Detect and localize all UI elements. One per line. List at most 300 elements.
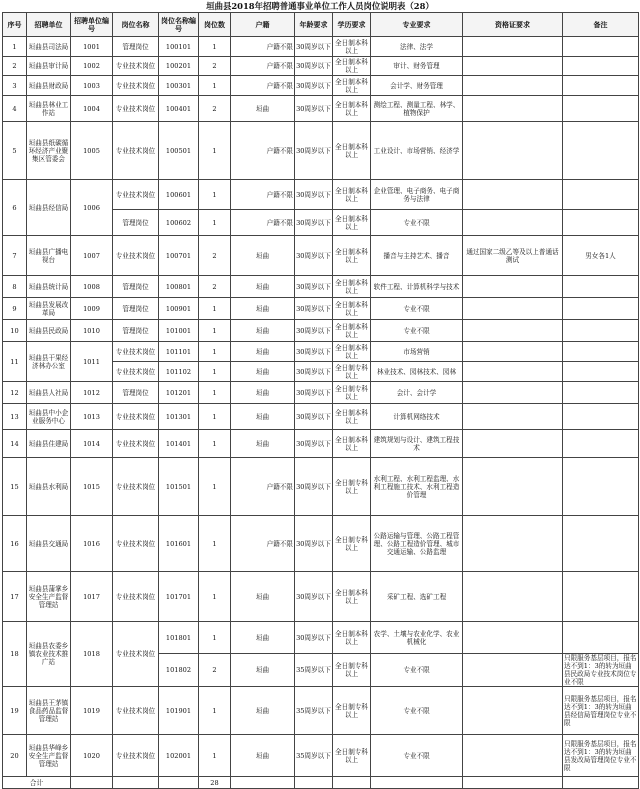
- cell-huji: 垣曲: [231, 430, 295, 458]
- cell-major: 会计学、财务管理: [371, 76, 463, 96]
- cell-count: 1: [199, 382, 231, 404]
- cell-note: 只限服务基层项目，报名达不到1：3的转为垣曲县民政局专业技术岗位专业不限: [564, 654, 637, 686]
- cell-huji: 户籍不限: [231, 57, 295, 76]
- table-row: [3, 298, 639, 320]
- cell-age: 30周岁以下: [295, 430, 333, 458]
- cell-age: 30周岁以下: [295, 320, 333, 342]
- cell-no: 3: [3, 76, 27, 96]
- cell-note: [563, 516, 639, 572]
- cell-no: 13: [3, 404, 27, 430]
- cell-age: 30周岁以下: [295, 362, 333, 382]
- cell-post-code: 100701: [159, 236, 199, 276]
- cell-cert: [463, 622, 563, 654]
- cell-cert: [463, 362, 563, 382]
- cell-no: 10: [3, 320, 27, 342]
- cell-huji: 垣曲: [231, 342, 295, 362]
- table-row: [3, 382, 639, 404]
- cell-count: 1: [199, 320, 231, 342]
- cell-major: 软件工程、计算机科学与技术: [371, 276, 463, 298]
- cell-post-code: 100901: [159, 298, 199, 320]
- cell-huji: 户籍不限: [231, 516, 295, 572]
- cell-post: 管理岗位: [113, 382, 159, 404]
- table-row: [3, 458, 639, 516]
- cell-unit-code: 1010: [71, 320, 113, 342]
- cell-major: 公路运输与管理、公路工程管理、公路工程造价管理、城市交通运输、公路监理: [371, 516, 463, 572]
- cell-unit-code: 1007: [71, 236, 113, 276]
- cell-major: 专业不限: [371, 320, 463, 342]
- cell-count: 1: [199, 362, 231, 382]
- cell-age: 35周岁以下: [295, 687, 333, 735]
- cell-edu: 全日制本科以上: [333, 298, 371, 320]
- cell-no: 9: [3, 298, 27, 320]
- cell-edu: 全日制本科以上: [333, 180, 371, 210]
- cell-count: 1: [199, 122, 231, 180]
- cell-post-code: 101001: [159, 320, 199, 342]
- cell-empty: [231, 777, 295, 789]
- cell-major: 林业技术、园林技术、园林: [371, 362, 463, 382]
- cell-edu: 全日制专科以上: [333, 382, 371, 404]
- cell-age: 30周岁以下: [295, 572, 333, 622]
- cell-note: [563, 210, 639, 236]
- table-row: [3, 76, 639, 96]
- cell-unit-code: 1005: [71, 122, 113, 180]
- table-row: [3, 735, 639, 777]
- cell-post: 专业技术岗位: [113, 458, 159, 516]
- total-row: [3, 777, 639, 789]
- cell-unit: 垣曲县蒲掌乡安全生产监督管理站: [27, 572, 71, 622]
- cell-edu: 全日制专科以上: [333, 362, 371, 382]
- cell-empty: [563, 777, 639, 789]
- cell-age: 30周岁以下: [295, 122, 333, 180]
- cell-no: 12: [3, 382, 27, 404]
- cell-age: 30周岁以下: [295, 57, 333, 76]
- cell-age: 30周岁以下: [295, 276, 333, 298]
- cell-age: 30周岁以下: [295, 76, 333, 96]
- cell-count: 1: [199, 516, 231, 572]
- cell-no: 17: [3, 572, 27, 622]
- cell-no: 19: [3, 687, 27, 735]
- cell-post: 专业技术岗位: [113, 236, 159, 276]
- cell-post-code: 100401: [159, 96, 199, 122]
- table-row: [3, 236, 639, 276]
- header-cell: 岗位名称: [113, 13, 159, 37]
- cell-empty: [371, 777, 463, 789]
- cell-huji: 户籍不限: [231, 210, 295, 236]
- cell-post-code: 101501: [159, 458, 199, 516]
- cell-post-code: 100801: [159, 276, 199, 298]
- cell-count: 1: [199, 458, 231, 516]
- cell-cert: [463, 687, 563, 735]
- cell-huji: 垣曲: [231, 572, 295, 622]
- cell-cert: [463, 122, 563, 180]
- cell-note: [563, 458, 639, 516]
- header-cell: 岗位数: [199, 13, 231, 37]
- cell-cert: [463, 382, 563, 404]
- total-count: 28: [199, 777, 231, 789]
- cell-edu: 全日制本科以上: [333, 342, 371, 362]
- table-row: [3, 57, 639, 76]
- cell-no: 5: [3, 122, 27, 180]
- cell-edu: 全日制本科以上: [333, 122, 371, 180]
- table-row: [3, 342, 639, 362]
- cell-post: 管理岗位: [113, 320, 159, 342]
- cell-post: 管理岗位: [113, 37, 159, 57]
- cell-unit: 垣曲县华峰乡安全生产监督管理站: [27, 735, 71, 777]
- cell-huji: 户籍不限: [231, 458, 295, 516]
- cell-edu: 全日制专科以上: [333, 516, 371, 572]
- cell-edu: 全日制专科以上: [333, 687, 371, 735]
- cell-note: [563, 276, 639, 298]
- cell-huji: 垣曲: [231, 654, 295, 687]
- table-row: [3, 96, 639, 122]
- cell-huji: 垣曲: [231, 622, 295, 654]
- cell-edu: 全日制本科以上: [333, 210, 371, 236]
- header-cell: 专业要求: [371, 13, 463, 37]
- cell-count: 2: [199, 57, 231, 76]
- cell-post-code: 101701: [159, 572, 199, 622]
- cell-unit-code: 1012: [71, 382, 113, 404]
- header-cell: 学历要求: [333, 13, 371, 37]
- cell-unit-code: 1013: [71, 404, 113, 430]
- cell-cert: [463, 37, 563, 57]
- cell-age: 30周岁以下: [295, 37, 333, 57]
- cell-unit: 垣曲县林业工作站: [27, 96, 71, 122]
- cell-no: 2: [3, 57, 27, 76]
- cell-count: 2: [199, 236, 231, 276]
- table-row: [3, 430, 639, 458]
- table-row: [3, 122, 639, 180]
- cell-unit: 垣曲县人社局: [27, 382, 71, 404]
- cell-unit-code: 1004: [71, 96, 113, 122]
- cell-huji: 户籍不限: [231, 76, 295, 96]
- cell-unit: 垣曲县纸碳循环经济产业聚集区管委会: [27, 122, 71, 180]
- cell-count: 1: [199, 210, 231, 236]
- cell-cert: [463, 458, 563, 516]
- cell-age: 30周岁以下: [295, 622, 333, 654]
- cell-unit: 垣曲县审计局: [27, 57, 71, 76]
- table-row: [3, 687, 639, 735]
- cell-unit-code: 1014: [71, 430, 113, 458]
- cell-post-code: 100601: [159, 180, 199, 210]
- cell-cert: [463, 210, 563, 236]
- cell-note: [563, 76, 639, 96]
- cell-note: 男女各1人: [563, 236, 639, 276]
- cell-post: 专业技术岗位: [113, 57, 159, 76]
- cell-post: 专业技术岗位: [113, 122, 159, 180]
- cell-edu: 全日制本科以上: [333, 572, 371, 622]
- header-cell: 资格证要求: [463, 13, 563, 37]
- cell-unit: 垣曲县干果经济林办公室: [27, 342, 71, 382]
- cell-count: 2: [199, 276, 231, 298]
- cell-empty: [113, 777, 159, 789]
- cell-unit-code: 1002: [71, 57, 113, 76]
- cell-post-code: 101102: [159, 362, 199, 382]
- cell-edu: 全日制专科以上: [333, 654, 371, 687]
- cell-edu: 全日制本科以上: [333, 236, 371, 276]
- cell-note: [563, 37, 639, 57]
- cell-cert: [463, 76, 563, 96]
- cell-major: 专业不限: [371, 687, 463, 735]
- cell-unit-code: 1017: [71, 572, 113, 622]
- cell-count: 1: [199, 37, 231, 57]
- cell-cert: [463, 516, 563, 572]
- cell-unit: 垣曲县统计局: [27, 276, 71, 298]
- cell-edu: 全日制本科以上: [333, 404, 371, 430]
- cell-no: 11: [3, 342, 27, 382]
- header-cell: 年龄要求: [295, 13, 333, 37]
- cell-note: [563, 298, 639, 320]
- cell-no: 14: [3, 430, 27, 458]
- cell-post: 专业技术岗位: [113, 516, 159, 572]
- cell-post: 专业技术岗位: [113, 76, 159, 96]
- cell-count: 1: [199, 298, 231, 320]
- cell-cert: 通过国家二级乙等及以上普通话测试: [463, 236, 563, 276]
- header-cell: 备注: [563, 13, 639, 37]
- cell-note: [563, 320, 639, 342]
- cell-edu: 全日制本科以上: [333, 430, 371, 458]
- cell-cert: [463, 430, 563, 458]
- cell-count: 1: [199, 622, 231, 654]
- cell-unit: 垣曲县经信局: [27, 180, 71, 236]
- cell-unit-code: 1001: [71, 37, 113, 57]
- cell-note: [563, 57, 639, 76]
- cell-huji: 垣曲: [231, 320, 295, 342]
- cell-age: 35周岁以下: [295, 735, 333, 777]
- cell-huji: 垣曲: [231, 362, 295, 382]
- cell-cert: [463, 298, 563, 320]
- cell-age: 30周岁以下: [295, 96, 333, 122]
- cell-major: 专业不限: [371, 654, 463, 687]
- cell-edu: 全日制本科以上: [333, 622, 371, 654]
- cell-post-code: 102001: [159, 735, 199, 777]
- table-row: [3, 572, 639, 622]
- cell-note: [563, 362, 639, 382]
- cell-unit-code: 1009: [71, 298, 113, 320]
- cell-edu: 全日制本科以上: [333, 320, 371, 342]
- cell-post-code: 100101: [159, 37, 199, 57]
- cell-unit: 垣曲县王茅镇食品药品监督管理站: [27, 687, 71, 735]
- cell-unit-code: 1015: [71, 458, 113, 516]
- recruitment-table: [2, 12, 639, 789]
- cell-count: 1: [199, 735, 231, 777]
- cell-empty: [159, 777, 199, 789]
- cell-post-code: 100301: [159, 76, 199, 96]
- cell-post-code: 100602: [159, 210, 199, 236]
- cell-no: 6: [3, 180, 27, 236]
- cell-post: 专业技术岗位: [113, 180, 159, 210]
- cell-huji: 垣曲: [231, 298, 295, 320]
- cell-age: 30周岁以下: [295, 298, 333, 320]
- cell-huji: 垣曲: [231, 382, 295, 404]
- cell-age: 35周岁以下: [295, 654, 333, 687]
- cell-cert: [463, 404, 563, 430]
- total-label: 合计: [3, 777, 71, 789]
- table-row: [3, 37, 639, 57]
- cell-cert: [463, 180, 563, 210]
- cell-major: 建筑规划与设计、建筑工程技术: [371, 430, 463, 458]
- cell-note: [563, 572, 639, 622]
- cell-age: 30周岁以下: [295, 180, 333, 210]
- cell-post: 专业技术岗位: [113, 404, 159, 430]
- cell-huji: 垣曲: [231, 96, 295, 122]
- header-cell: 序号: [3, 13, 27, 37]
- cell-post-code: 101601: [159, 516, 199, 572]
- cell-huji: 户籍不限: [231, 180, 295, 210]
- cell-note: [563, 96, 639, 122]
- cell-no: 15: [3, 458, 27, 516]
- cell-note: 只限服务基层项目，报名达不到1：3的转为垣曲县发改局管理岗位专业不限: [563, 735, 639, 777]
- cell-post-code: 101101: [159, 342, 199, 362]
- cell-age: 30周岁以下: [295, 210, 333, 236]
- cell-edu: 全日制本科以上: [333, 276, 371, 298]
- cell-unit: 垣曲县财政局: [27, 76, 71, 96]
- cell-edu: 全日制本科以上: [333, 76, 371, 96]
- cell-note: 只限服务基层项目，报名达不到1：3的转为垣曲县经信局管理岗位专业不限: [563, 687, 639, 735]
- cell-post: 管理岗位: [113, 210, 159, 236]
- header-cell: 岗位名称编号: [159, 13, 199, 37]
- cell-count: 1: [199, 76, 231, 96]
- cell-huji: 户籍不限: [231, 122, 295, 180]
- cell-cert: [463, 654, 563, 687]
- cell-major: 水利工程、水利工程监理、水利工程施工技术、水利工程造价管理: [371, 458, 463, 516]
- cell-count: 1: [199, 430, 231, 458]
- cell-count: 2: [199, 654, 231, 687]
- table-row: [3, 180, 639, 210]
- cell-cert: [463, 735, 563, 777]
- cell-unit-code: 1006: [71, 180, 113, 236]
- cell-count: 1: [199, 572, 231, 622]
- cell-unit-code: 1019: [71, 687, 113, 735]
- cell-cert: [463, 320, 563, 342]
- cell-unit: 垣曲县发展改革局: [27, 298, 71, 320]
- cell-post-code: 101802: [159, 654, 199, 687]
- cell-major: 专业不限: [371, 735, 463, 777]
- cell-post: 专业技术岗位: [113, 430, 159, 458]
- cell-age: 30周岁以下: [295, 404, 333, 430]
- cell-post: 专业技术岗位: [113, 362, 159, 382]
- cell-edu: 全日制本科以上: [333, 37, 371, 57]
- cell-no: 1: [3, 37, 27, 57]
- cell-huji: 垣曲: [231, 276, 295, 298]
- cell-cert: [463, 342, 563, 362]
- header-cell: 招聘单位编号: [71, 13, 113, 37]
- cell-unit: 垣曲县中小企业服务中心: [27, 404, 71, 430]
- cell-unit-code: 1011: [71, 342, 113, 382]
- cell-post-code: 100501: [159, 122, 199, 180]
- cell-post: 专业技术岗位: [113, 622, 159, 687]
- cell-age: 30周岁以下: [295, 236, 333, 276]
- cell-post-code: 101301: [159, 404, 199, 430]
- cell-major: 专业不限: [371, 298, 463, 320]
- cell-count: 1: [199, 404, 231, 430]
- cell-post: 专业技术岗位: [113, 342, 159, 362]
- cell-post: 管理岗位: [113, 276, 159, 298]
- cell-post: 专业技术岗位: [113, 687, 159, 735]
- cell-post-code: 101401: [159, 430, 199, 458]
- cell-post-code: 101901: [159, 687, 199, 735]
- cell-note: [563, 404, 639, 430]
- cell-cert: [463, 96, 563, 122]
- cell-age: 30周岁以下: [295, 382, 333, 404]
- cell-unit-code: 1020: [71, 735, 113, 777]
- cell-unit-code: 1018: [71, 622, 113, 687]
- cell-unit-code: 1008: [71, 276, 113, 298]
- table-row: [3, 516, 639, 572]
- cell-edu: 全日制专科以上: [333, 458, 371, 516]
- cell-empty: [463, 777, 563, 789]
- cell-major: 采矿工程、选矿工程: [371, 572, 463, 622]
- table-row: [3, 622, 639, 654]
- cell-no: 18: [3, 622, 27, 687]
- cell-major: 播音与主持艺术、播音: [371, 236, 463, 276]
- cell-empty: [333, 777, 371, 789]
- cell-unit-code: 1016: [71, 516, 113, 572]
- header-cell: 招聘单位: [27, 13, 71, 37]
- cell-post: 专业技术岗位: [113, 735, 159, 777]
- cell-empty: [295, 777, 333, 789]
- cell-age: 30周岁以下: [295, 342, 333, 362]
- cell-huji: 垣曲: [231, 404, 295, 430]
- cell-unit: 垣曲县住建局: [27, 430, 71, 458]
- cell-huji: 垣曲: [231, 236, 295, 276]
- cell-no: 7: [3, 236, 27, 276]
- table-row: [3, 320, 639, 342]
- cell-count: 1: [199, 687, 231, 735]
- cell-empty: [71, 777, 113, 789]
- header-row: [3, 13, 639, 37]
- cell-count: 2: [199, 96, 231, 122]
- cell-edu: 全日制专科以上: [333, 735, 371, 777]
- cell-age: 30周岁以下: [295, 516, 333, 572]
- cell-unit-code: 1003: [71, 76, 113, 96]
- cell-cert: [463, 57, 563, 76]
- cell-count: 1: [199, 342, 231, 362]
- cell-count: 1: [199, 180, 231, 210]
- cell-major: 法律、法学: [371, 37, 463, 57]
- cell-unit: 垣曲县司法局: [27, 37, 71, 57]
- cell-no: 20: [3, 735, 27, 777]
- document-title: 垣曲县2018年招聘普通事业单位工作人员岗位说明表（28）: [206, 1, 434, 11]
- cell-cert: [463, 276, 563, 298]
- cell-edu: 全日制本科以上: [333, 96, 371, 122]
- cell-major: 农学、土壤与农业化学、农业机械化: [371, 622, 463, 654]
- cell-no: 8: [3, 276, 27, 298]
- cell-huji: 垣曲: [231, 687, 295, 735]
- cell-post: 专业技术岗位: [113, 572, 159, 622]
- cell-note: [563, 430, 639, 458]
- table-row: [3, 276, 639, 298]
- cell-no: 4: [3, 96, 27, 122]
- cell-post-code: 100201: [159, 57, 199, 76]
- cell-post-code: 101201: [159, 382, 199, 404]
- cell-major: 市场营销: [371, 342, 463, 362]
- cell-major: 会计、会计学: [371, 382, 463, 404]
- cell-major: 专业不限: [371, 210, 463, 236]
- cell-major: 测绘工程、测量工程、林学、植物保护: [371, 96, 463, 122]
- cell-note: [563, 122, 639, 180]
- cell-unit: 垣曲县农委乡镇农业技术推广站: [27, 622, 71, 687]
- cell-major: 计算机网络技术: [371, 404, 463, 430]
- cell-unit: 垣曲县交通局: [27, 516, 71, 572]
- header-cell: 户籍: [231, 13, 295, 37]
- cell-note: [563, 180, 639, 210]
- cell-post-code: 101801: [159, 622, 199, 654]
- cell-cert: [463, 572, 563, 622]
- cell-major: 企业管理、电子商务、电子商务与法律: [371, 180, 463, 210]
- cell-edu: 全日制本科以上: [333, 57, 371, 76]
- cell-huji: 户籍不限: [231, 37, 295, 57]
- cell-major: 工业设计、市场营销、经济学: [371, 122, 463, 180]
